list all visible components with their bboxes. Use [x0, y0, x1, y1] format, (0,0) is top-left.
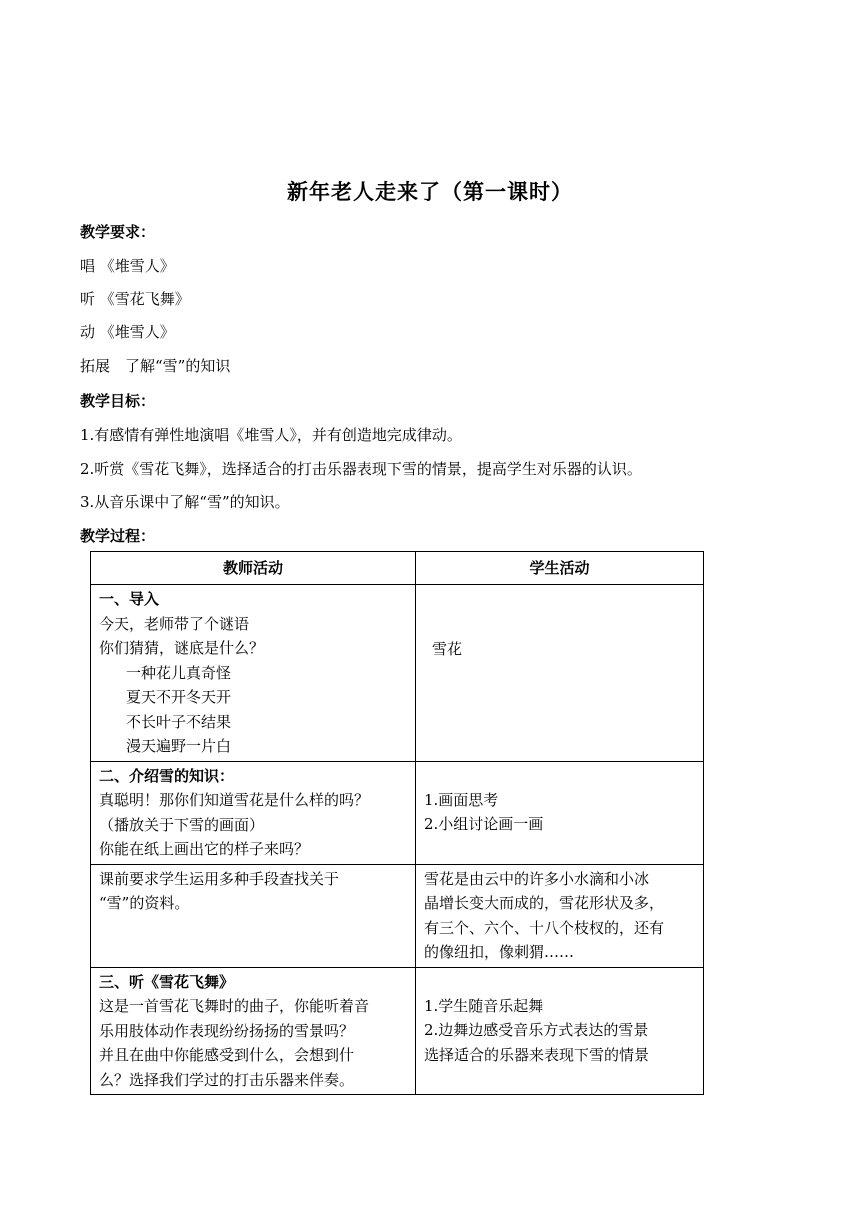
- student-cell: [416, 864, 704, 967]
- student-line: 的像纽扣，像刺猬……: [424, 943, 575, 961]
- student-line: 2.小组讨论画一画: [424, 815, 544, 833]
- teacher-line: 你们猜猜，谜底是什么？: [99, 639, 265, 657]
- student-line: 有三个、六个、十八个枝杈的，还有: [424, 918, 665, 937]
- process-table: [90, 551, 704, 1095]
- teacher-cell: [91, 864, 416, 967]
- requirement-item: 拓展 了解“雪”的知识: [80, 357, 231, 375]
- student-line: 雪花是由云中的许多小水滴和小冰: [424, 869, 650, 888]
- objectives-heading: 教学目标：: [80, 392, 156, 410]
- teacher-line: 今天，老师带了个谜语: [99, 614, 250, 633]
- teacher-line: “雪”的资料。: [99, 894, 190, 912]
- student-line: 1.画面思考: [424, 790, 499, 809]
- table-row: [91, 761, 704, 864]
- teacher-cell: [91, 761, 416, 864]
- student-line: 1.学生随音乐起舞: [424, 996, 544, 1015]
- student-line: 雪花: [432, 640, 463, 658]
- riddle-line: 夏天不开冬天开: [126, 688, 232, 706]
- student-cell: [416, 761, 704, 864]
- riddle-line: 漫天遍野一片白: [126, 737, 232, 755]
- teacher-cell: [91, 585, 416, 762]
- objective-item: 2.听赏《雪花飞舞》，选择适合的打击乐器表现下雪的情景，提高学生对乐器的认识。: [80, 460, 642, 478]
- document-title: 新年老人走来了（第一课时）: [287, 180, 573, 204]
- requirements-heading: 教学要求：: [80, 223, 156, 241]
- student-cell: [416, 967, 704, 1095]
- requirement-item: 听 《雪花飞舞》: [80, 290, 190, 308]
- riddle-line: 一种花儿真奇怪: [126, 663, 232, 682]
- student-line: 2.边舞边感受音乐方式表达的雪景: [424, 1021, 649, 1039]
- objective-item: 3.从音乐课中了解“雪”的知识。: [80, 493, 290, 511]
- teacher-line: 并且在曲中你能感受到什么，会想到什: [99, 1046, 355, 1064]
- table-row: [91, 967, 704, 1095]
- teacher-line: 乐用肢体动作表现纷纷扬扬的雪景吗？: [99, 1021, 355, 1040]
- teacher-line: 这是一首雪花飞舞时的曲子，你能听着音: [99, 997, 370, 1015]
- teacher-line: 么？选择我们学过的打击乐器来伴奏。: [99, 1070, 355, 1089]
- column-header-student: 学生活动: [416, 552, 704, 585]
- riddle-line: 不长叶子不结果: [126, 712, 232, 731]
- objective-item: 1.有感情有弹性地演唱《堆雪人》，并有创造地完成律动。: [80, 426, 462, 444]
- table-header-row: [91, 552, 704, 585]
- teacher-line: 课前要求学生运用多种手段查找关于: [99, 869, 340, 888]
- student-line: 晶增长变大而成的，雪花形状及多，: [424, 894, 665, 912]
- teacher-cell: [91, 967, 416, 1095]
- section-title: 二、介绍雪的知识：: [99, 766, 235, 785]
- teacher-line: （播放关于下雪的画面）: [99, 815, 265, 834]
- teacher-line: 你能在纸上画出它的样子来吗？: [99, 840, 310, 858]
- column-header-teacher: 教师活动: [91, 552, 416, 585]
- table-row: [91, 864, 704, 967]
- section-title: 三、听《雪花飞舞》: [99, 972, 235, 991]
- student-cell: [416, 585, 704, 762]
- teacher-line: 真聪明！那你们知道雪花是什么样的吗？: [99, 791, 370, 809]
- requirement-item: 唱 《堆雪人》: [80, 257, 175, 275]
- process-heading: 教学过程：: [80, 527, 156, 545]
- table-row: [91, 585, 704, 762]
- section-title: 一、导入: [99, 590, 160, 608]
- student-line: 选择适合的乐器来表现下雪的情景: [424, 1045, 650, 1064]
- requirement-item: 动 《堆雪人》: [80, 323, 175, 341]
